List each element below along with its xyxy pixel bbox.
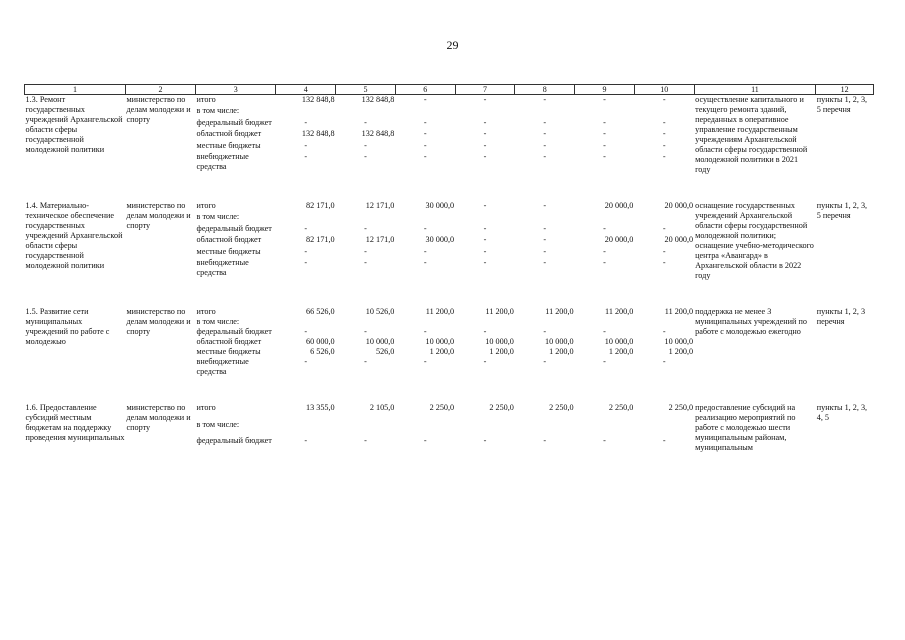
amount-cell: 82 171,0 [305, 201, 335, 210]
page-number: 29 [446, 38, 459, 52]
reference: пункты 1, 2, 3, 5 перечня [816, 95, 868, 114]
funding-source: итого [196, 95, 216, 104]
funding-source: областной бюджет [196, 129, 262, 139]
amount-cell: - [483, 223, 487, 233]
amount-cell: 10 000,0 [485, 337, 514, 346]
funding-source: в том числе: [196, 212, 240, 222]
amount-cell: - [603, 223, 606, 233]
amount-cell [634, 212, 694, 223]
amount-cell: - [662, 436, 666, 446]
amount-cell: - [483, 235, 487, 245]
executor: министерство по делам молодежи и спорту [126, 403, 191, 432]
amount-cell: - [543, 129, 547, 139]
funding-source: местные бюджеты [196, 347, 261, 356]
column-number-9: 9 [575, 85, 635, 95]
amount-cell: - [483, 117, 487, 127]
funding-source: федеральный бюджет [196, 436, 272, 446]
amount-cell: 2 250,0 [489, 403, 514, 412]
amount-cell: 12 171,0 [365, 201, 395, 210]
amount-cell: 2 250,0 [668, 403, 694, 412]
amount-cell: - [483, 246, 487, 256]
amount-cell [276, 212, 336, 223]
amount-cell [276, 420, 336, 437]
amount-cell: 60 000,0 [305, 337, 335, 346]
amount-cell: 1 200,0 [549, 347, 574, 356]
amount-cell: - [483, 129, 487, 139]
amount-cell: - [603, 436, 606, 446]
amount-cell [634, 106, 694, 117]
amount-cell: 132 848,8 [301, 129, 335, 139]
amount-cell: - [364, 258, 367, 268]
amount-cell: 11 200,0 [545, 307, 574, 316]
amount-cell [455, 317, 515, 327]
table-row [25, 95, 874, 107]
amount-cell: - [483, 140, 487, 150]
amount-cell: 11 200,0 [425, 307, 455, 316]
funding-source: итого [196, 307, 216, 316]
amount-cell: - [543, 436, 547, 446]
amount-cell: 20 000,0 [604, 235, 634, 245]
amount-cell: 1 200,0 [668, 347, 694, 356]
executor: министерство по делам молодежи и спорту [126, 95, 191, 124]
amount-cell: - [364, 152, 367, 162]
amount-cell: 10 000,0 [604, 337, 634, 346]
amount-cell: - [423, 357, 427, 366]
amount-cell: - [483, 152, 487, 162]
column-number-10: 10 [634, 85, 694, 95]
amount-cell: 13 355,0 [305, 403, 335, 412]
amount-cell: - [364, 436, 367, 446]
amount-cell: - [603, 258, 606, 268]
amount-cell: 30 000,0 [425, 201, 455, 210]
amount-cell: - [483, 95, 487, 104]
funding-source: в том числе: [196, 317, 240, 326]
amount-cell: - [483, 327, 487, 336]
amount-cell: - [304, 117, 308, 127]
funding-source: федеральный бюджет [196, 327, 272, 336]
amount-cell: - [304, 246, 308, 256]
amount-cell [395, 106, 455, 117]
amount-cell: - [603, 140, 606, 150]
table-row [25, 307, 874, 317]
column-number-5: 5 [336, 85, 396, 95]
amount-cell: - [483, 258, 487, 268]
amount-cell: - [304, 436, 308, 446]
funding-source: итого [196, 201, 216, 210]
amount-cell: - [603, 152, 606, 162]
amount-cell: 1 200,0 [608, 347, 634, 356]
row-spacer [25, 281, 874, 307]
amount-cell: - [423, 436, 427, 446]
amount-cell: 66 526,0 [305, 307, 335, 316]
amount-cell: 1 200,0 [489, 347, 514, 356]
amount-cell: - [304, 140, 308, 150]
table-row [25, 403, 874, 420]
amount-cell: - [603, 95, 606, 104]
amount-cell: - [662, 117, 666, 127]
column-number-6: 6 [395, 85, 455, 95]
amount-cell: 12 171,0 [365, 235, 395, 245]
amount-cell [455, 212, 515, 223]
amount-cell: - [543, 235, 547, 245]
activity-name: 1.4. Материально-техническое обеспечение государственных учреждений Архангельской области сферы государственной молодежной политики [25, 201, 123, 270]
amount-cell [634, 420, 694, 437]
amount-cell: 11 200,0 [664, 307, 694, 316]
reference: пункты 1, 2, 3, 4, 5 [816, 403, 868, 422]
row-spacer [25, 377, 874, 403]
amount-cell [276, 317, 336, 327]
amount-cell [575, 212, 635, 223]
amount-cell: - [662, 95, 666, 104]
amount-cell [634, 317, 694, 327]
amount-cell: - [543, 327, 547, 336]
amount-cell: 132 848,8 [301, 95, 335, 104]
amount-cell: - [543, 201, 547, 210]
amount-cell: - [423, 327, 427, 336]
amount-cell: - [364, 246, 367, 256]
amount-cell: - [662, 152, 666, 162]
expected-result: поддержка не менее 3 муниципальных учреждений по работе с молодежью ежегодно [695, 307, 807, 336]
column-number-1: 1 [25, 85, 126, 95]
column-number-4: 4 [276, 85, 336, 95]
amount-cell: - [423, 117, 427, 127]
amount-cell: - [543, 246, 547, 256]
amount-cell: - [483, 436, 487, 446]
amount-cell: - [304, 223, 308, 233]
column-number-11: 11 [694, 85, 816, 95]
amount-cell: - [364, 327, 367, 336]
amount-cell: 20 000,0 [664, 235, 694, 245]
amount-cell: 10 000,0 [425, 337, 455, 346]
amount-cell: 10 000,0 [664, 337, 694, 346]
funding-source: федеральный бюджет [196, 223, 272, 233]
amount-cell: - [423, 258, 427, 268]
amount-cell: - [304, 327, 308, 336]
amount-cell: 82 171,0 [305, 235, 335, 245]
funding-source: внебюджетные средства [196, 152, 249, 172]
funding-source: местные бюджеты [196, 246, 261, 256]
amount-cell: - [603, 129, 606, 139]
amount-cell: - [603, 117, 606, 127]
funding-source: областной бюджет [196, 337, 262, 346]
funding-source: в том числе: [196, 106, 240, 116]
amount-cell: 2 250,0 [608, 403, 634, 412]
amount-cell [575, 317, 635, 327]
amount-cell: - [304, 152, 308, 162]
amount-cell: 2 105,0 [369, 403, 395, 412]
amount-cell: - [603, 357, 606, 366]
amount-cell: - [662, 327, 666, 336]
expected-result: предоставление субсидий на реализацию мероприятий по работе с молодежью шести муниципальным районам, муниципальным [695, 403, 796, 452]
amount-cell: 11 200,0 [485, 307, 514, 316]
amount-cell: 1 200,0 [429, 347, 455, 356]
amount-cell: - [662, 223, 666, 233]
funding-source: областной бюджет [196, 235, 262, 245]
amount-cell: - [483, 357, 487, 366]
column-number-7: 7 [455, 85, 515, 95]
amount-cell [515, 212, 575, 223]
amount-cell: - [364, 140, 367, 150]
executor: министерство по делам молодежи и спорту [126, 307, 191, 336]
row-spacer [25, 175, 874, 201]
amount-cell [515, 420, 575, 437]
amount-cell: 20 000,0 [664, 201, 694, 210]
amount-cell: - [423, 95, 427, 104]
amount-cell [336, 420, 396, 437]
amount-cell: 30 000,0 [425, 235, 455, 245]
amount-cell [395, 212, 455, 223]
amount-cell: - [543, 357, 547, 366]
amount-cell: 132 848,8 [361, 129, 395, 139]
amount-cell: - [543, 223, 547, 233]
amount-cell: - [543, 95, 547, 104]
amount-cell: - [662, 258, 666, 268]
amount-cell: 10 000,0 [365, 337, 395, 346]
amount-cell [336, 212, 396, 223]
amount-cell: - [543, 258, 547, 268]
column-number-12: 12 [816, 85, 874, 95]
amount-cell [575, 420, 635, 437]
amount-cell: - [364, 223, 367, 233]
amount-cell: - [603, 246, 606, 256]
amount-cell: - [483, 201, 487, 210]
amount-cell: - [423, 246, 427, 256]
amount-cell: - [543, 140, 547, 150]
amount-cell: - [304, 258, 308, 268]
funding-source: местные бюджеты [196, 140, 261, 150]
amount-cell: 10 526,0 [365, 307, 395, 316]
amount-cell: - [423, 152, 427, 162]
amount-cell: - [423, 223, 427, 233]
column-number-3: 3 [196, 85, 276, 95]
amount-cell: - [423, 140, 427, 150]
amount-cell: 20 000,0 [604, 201, 634, 210]
program-table [24, 84, 874, 453]
amount-cell [336, 106, 396, 117]
amount-cell [395, 317, 455, 327]
column-number-header [25, 85, 874, 95]
amount-cell: - [423, 129, 427, 139]
funding-source: внебюджетные средства [196, 357, 249, 376]
table-row [25, 201, 874, 212]
column-number-2: 2 [125, 85, 195, 95]
amount-cell: 6 526,0 [310, 347, 335, 356]
funding-source: федеральный бюджет [196, 117, 272, 127]
amount-cell [575, 106, 635, 117]
amount-cell: - [662, 140, 666, 150]
amount-cell: - [304, 357, 308, 366]
expected-result: оснащение государственных учреждений Архангельской области сферы государственной молодежной политики; оснащение учебно-методического центра «Авангард» в Архангельской области в 2022 году [695, 201, 814, 280]
amount-cell [455, 420, 515, 437]
amount-cell [455, 106, 515, 117]
executor: министерство по делам молодежи и спорту [126, 201, 191, 230]
amount-cell: 11 200,0 [605, 307, 634, 316]
amount-cell: - [543, 152, 547, 162]
expected-result: осуществление капитального и текущего ремонта зданий, переданных в оперативное управление государственным учреждениям Архангельской области сферы государственной молодежной политики в 2021 году [695, 95, 808, 174]
activity-name: 1.6. Предоставление субсидий местным бюджетам на поддержку проведения муниципальных [25, 403, 125, 442]
amount-cell: 2 250,0 [549, 403, 574, 412]
column-number-8: 8 [515, 85, 575, 95]
amount-cell: - [662, 246, 666, 256]
amount-cell: 526,0 [375, 347, 395, 356]
amount-cell [395, 420, 455, 437]
amount-cell [336, 317, 396, 327]
reference: пункты 1, 2, 3 перечня [816, 307, 866, 326]
activity-name: 1.5. Развитие сети муниципальных учреждений по работе с молодежью [25, 307, 110, 346]
amount-cell: - [364, 357, 367, 366]
amount-cell [276, 106, 336, 117]
amount-cell: - [603, 327, 606, 336]
amount-cell [515, 317, 575, 327]
activity-name: 1.3. Ремонт государственных учреждений Архангельской области сферы государственной молодежной политики [25, 95, 123, 154]
funding-source: итого [196, 403, 216, 412]
amount-cell: 2 250,0 [429, 403, 455, 412]
amount-cell: - [364, 117, 367, 127]
amount-cell: 10 000,0 [544, 337, 574, 346]
reference: пункты 1, 2, 3, 5 перечня [816, 201, 868, 220]
funding-source: внебюджетные средства [196, 258, 249, 278]
amount-cell [515, 106, 575, 117]
amount-cell: - [543, 117, 547, 127]
funding-source: в том числе: [196, 419, 240, 429]
amount-cell: - [662, 129, 666, 139]
amount-cell: - [662, 357, 666, 366]
amount-cell: 132 848,8 [361, 95, 395, 104]
